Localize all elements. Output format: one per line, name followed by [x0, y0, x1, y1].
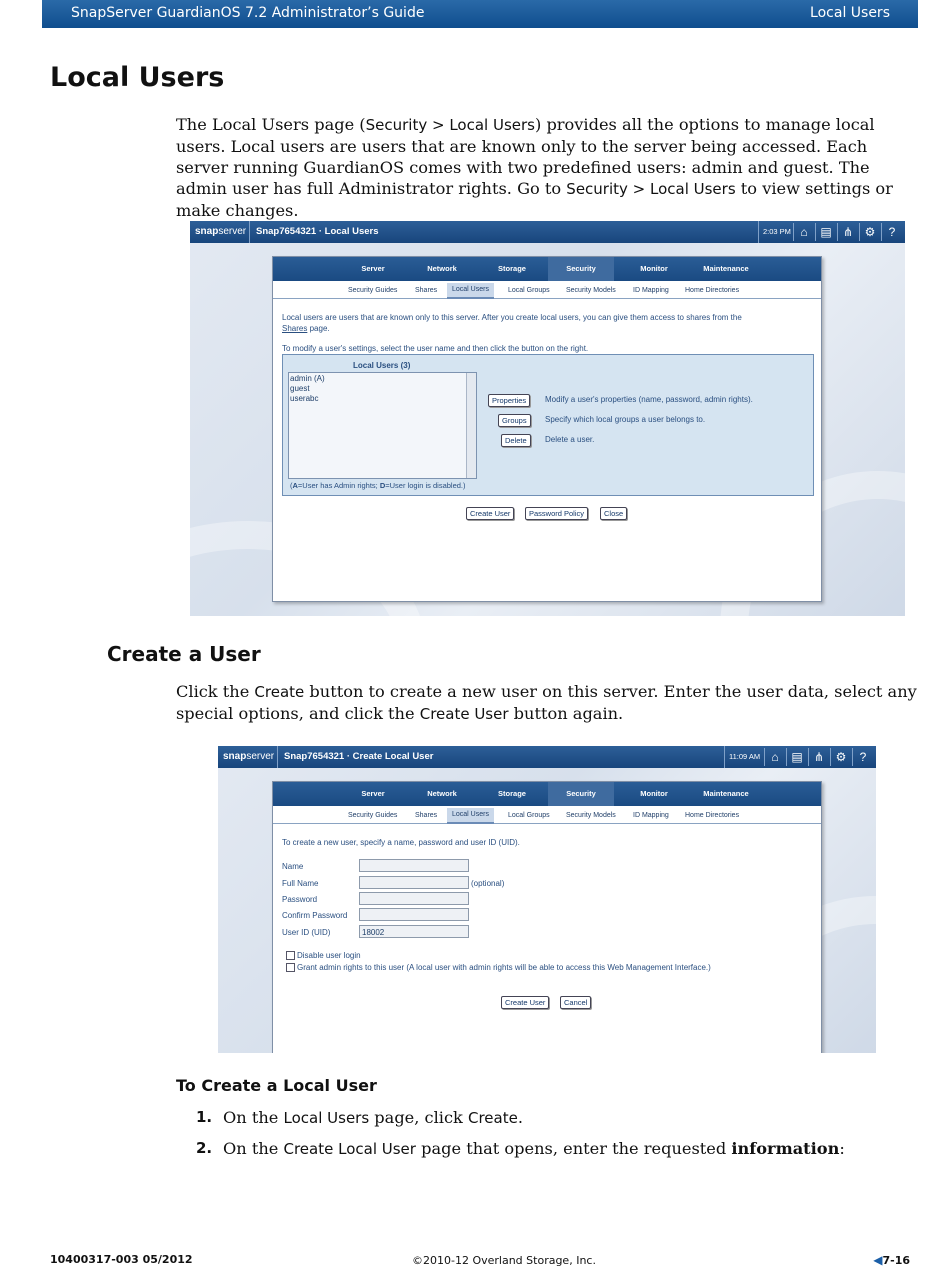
sub-nav — [273, 281, 821, 299]
gear-icon[interactable]: ⚙ — [859, 223, 880, 241]
snapserver-logo: snapserver — [192, 221, 250, 243]
page-title: Local Users — [50, 62, 225, 93]
tab-id-mapping[interactable]: ID Mapping — [633, 812, 669, 819]
confirm-password-input[interactable] — [359, 908, 469, 921]
tab-id-mapping[interactable]: ID Mapping — [633, 287, 669, 294]
nav-maintenance[interactable]: Maintenance — [703, 264, 749, 273]
users-listbox[interactable] — [288, 372, 477, 479]
properties-button[interactable]: Properties — [488, 394, 530, 407]
nav-maintenance[interactable]: Maintenance — [703, 789, 749, 798]
tab-local-users[interactable]: Local Users — [447, 283, 494, 299]
step-text: On the Create Local User page that opens, enter the requested information: — [223, 1139, 845, 1158]
section-name: Local Users — [810, 5, 890, 21]
local-users-list-title: Local Users (3) — [353, 361, 411, 370]
step-number: 1. — [196, 1108, 213, 1126]
help-icon[interactable]: ? — [881, 223, 902, 241]
description-line-1: Local users are users that are known only to this server. After you create local users, you can give them access to shares from the — [282, 313, 742, 322]
full-name-input[interactable] — [359, 876, 469, 889]
properties-description: Modify a user's properties (name, password, admin rights). — [545, 395, 753, 404]
nav-security[interactable]: Security — [548, 782, 614, 806]
nav-monitor[interactable]: Monitor — [640, 264, 668, 273]
create-user-panel — [272, 781, 822, 1053]
legend-note: (A=User has Admin rights; D=User login is disabled.) — [290, 481, 466, 490]
create-user-button[interactable]: Create User — [501, 996, 549, 1009]
copyright: ©2010-12 Overland Storage, Inc. — [412, 1254, 596, 1267]
nav-server[interactable]: Server — [361, 789, 385, 798]
network-icon[interactable]: ⋔ — [808, 748, 829, 766]
clock: 2:03 PM — [758, 221, 795, 243]
nav-security[interactable]: Security — [548, 257, 614, 281]
tab-shares[interactable]: Shares — [415, 812, 438, 819]
gear-icon[interactable]: ⚙ — [830, 748, 851, 766]
disable-login-label: Disable user login — [297, 951, 361, 960]
intro-paragraph — [176, 114, 921, 221]
delete-description: Delete a user. — [545, 435, 595, 444]
tab-security-models[interactable]: Security Models — [566, 287, 616, 294]
tab-security-models[interactable]: Security Models — [566, 812, 616, 819]
nav-server[interactable]: Server — [361, 264, 385, 273]
home-icon[interactable]: ⌂ — [764, 748, 785, 766]
titlebar-breadcrumb: Snap7654321 · Create Local User — [284, 751, 434, 762]
tab-security-guides[interactable]: Security Guides — [348, 287, 398, 294]
list-item[interactable]: userabc — [290, 394, 319, 403]
name-input[interactable] — [359, 859, 469, 872]
create-user-heading: Create a User — [107, 642, 261, 666]
local-users-panel — [272, 256, 822, 602]
tab-security-guides[interactable]: Security Guides — [348, 812, 398, 819]
password-label: Password — [282, 895, 318, 904]
cancel-button[interactable]: Cancel — [560, 996, 591, 1009]
step-text: On the Local Users page, click Create. — [223, 1108, 523, 1127]
uid-input[interactable]: 18002 — [359, 925, 469, 938]
create-local-user-screenshot — [218, 746, 876, 1053]
nav-storage[interactable]: Storage — [498, 264, 526, 273]
groups-description: Specify which local groups a user belongs to. — [545, 415, 706, 424]
modify-instructions: To modify a user's settings, select the user name and then click the button on the right. — [282, 344, 589, 353]
full-name-label: Full Name — [282, 879, 319, 888]
disable-login-checkbox[interactable] — [286, 951, 295, 960]
name-label: Name — [282, 862, 304, 871]
listbox-scrollbar[interactable] — [466, 373, 476, 478]
previous-page-icon[interactable]: ◀ — [873, 1253, 883, 1267]
server-icon[interactable]: ▤ — [815, 223, 836, 241]
network-icon[interactable]: ⋔ — [837, 223, 858, 241]
create-text-1: Click the — [176, 682, 255, 701]
tab-local-groups[interactable]: Local Groups — [508, 812, 550, 819]
titlebar-breadcrumb: Snap7654321 · Local Users — [256, 226, 379, 237]
nav-monitor[interactable]: Monitor — [640, 789, 668, 798]
intro-ui-path-2: Security > Local Users — [566, 180, 736, 198]
create-text-3: button again. — [508, 704, 624, 723]
grant-admin-label: Grant admin rights to this user (A local user with admin rights will be able to access this Web Management Interface.) — [297, 963, 711, 972]
tab-local-users[interactable]: Local Users — [447, 808, 494, 824]
password-policy-button[interactable]: Password Policy — [525, 507, 588, 520]
delete-button[interactable]: Delete — [501, 434, 531, 447]
password-input[interactable] — [359, 892, 469, 905]
tab-home-directories[interactable]: Home Directories — [685, 287, 740, 294]
intro-text-1: The Local Users page ( — [176, 115, 366, 134]
step-number: 2. — [196, 1139, 213, 1157]
create-intro: To create a new user, specify a name, password and user ID (UID). — [282, 838, 520, 847]
nav-network[interactable]: Network — [427, 789, 457, 798]
tab-local-groups[interactable]: Local Groups — [508, 287, 550, 294]
optional-note: (optional) — [471, 879, 505, 888]
close-button[interactable]: Close — [600, 507, 627, 520]
intro-ui-path-1: Security > Local Users — [365, 116, 535, 134]
tab-shares[interactable]: Shares — [415, 287, 438, 294]
home-icon[interactable]: ⌂ — [793, 223, 814, 241]
description-line-2: Shares page. — [282, 324, 330, 333]
snapserver-logo: snapserver — [220, 746, 278, 768]
server-icon[interactable]: ▤ — [786, 748, 807, 766]
intro-text-2: ) provides all the options to manage local users. Local users are users that are known only to the server being accessed. Each server running GuardianOS comes with two predefined users: admin and guest. The admin user has full Administrator rights. Go to — [176, 115, 875, 198]
groups-button[interactable]: Groups — [498, 414, 531, 427]
create-ui-2: Create User — [419, 705, 509, 723]
page-number: ◀7-16 — [873, 1253, 910, 1267]
main-nav — [273, 782, 821, 806]
running-header — [42, 0, 918, 28]
confirm-password-label: Confirm Password — [282, 911, 348, 920]
procedure-heading: To Create a Local User — [176, 1076, 377, 1095]
clock: 11:09 AM — [724, 746, 764, 768]
help-icon[interactable]: ? — [852, 748, 873, 766]
doc-id: 10400317-003 05/2012 — [50, 1253, 193, 1266]
create-user-button[interactable]: Create User — [466, 507, 514, 520]
grant-admin-checkbox[interactable] — [286, 963, 295, 972]
intro-text-3: to view settings or make changes. — [176, 179, 893, 220]
web-ui-titlebar — [218, 746, 876, 768]
local-users-screenshot — [190, 221, 905, 616]
guide-title: SnapServer GuardianOS 7.2 Administrator’s Guide — [71, 5, 425, 21]
nav-network[interactable]: Network — [427, 264, 457, 273]
web-ui-titlebar — [190, 221, 905, 243]
shares-link[interactable]: Shares — [282, 324, 308, 333]
list-item[interactable]: guest — [290, 384, 310, 393]
sub-nav — [273, 806, 821, 824]
main-nav — [273, 257, 821, 281]
uid-label: User ID (UID) — [282, 928, 331, 937]
list-item[interactable]: admin (A) — [290, 374, 325, 383]
nav-storage[interactable]: Storage — [498, 789, 526, 798]
local-users-box — [282, 354, 814, 496]
create-user-paragraph — [176, 681, 921, 725]
tab-home-directories[interactable]: Home Directories — [685, 812, 740, 819]
create-ui-1: Create — [254, 683, 305, 701]
create-text-2: button to create a new user on this server. Enter the user data, select any special options, and click the — [176, 682, 917, 723]
